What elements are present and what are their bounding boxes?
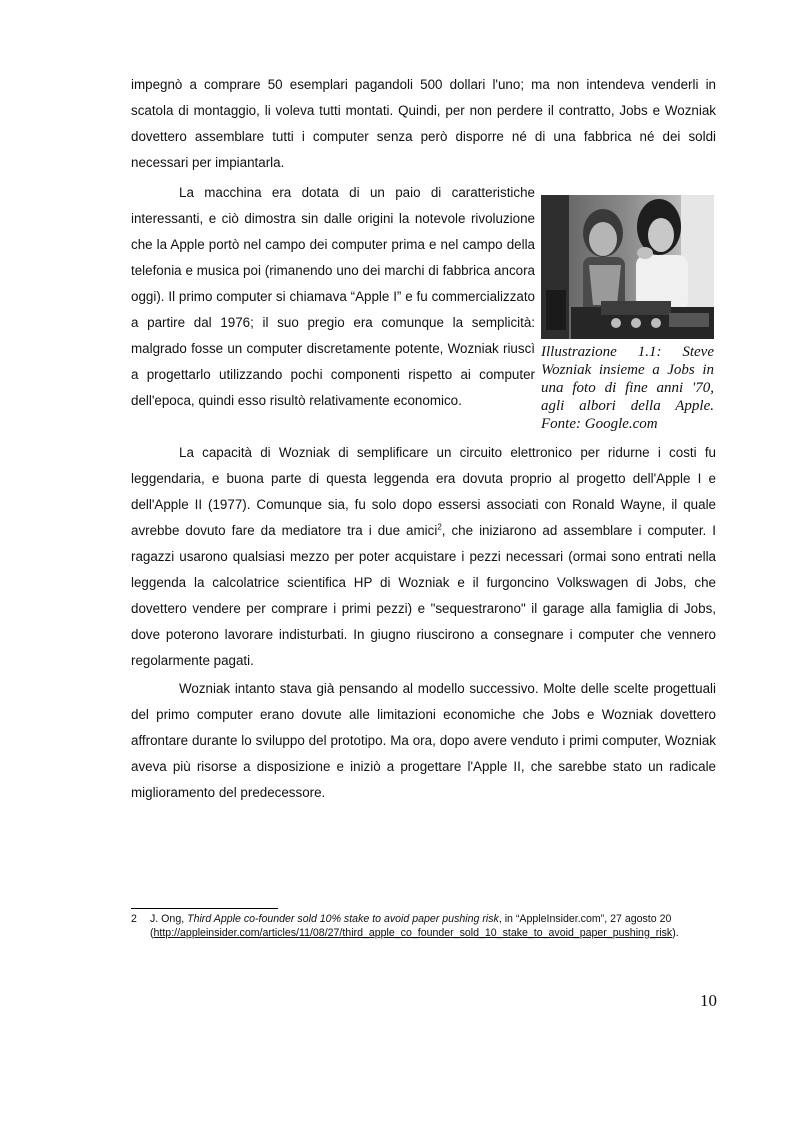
footnote-author: J. Ong, <box>150 913 188 925</box>
footnote-title: Third Apple co-founder sold 10% stake to avoid paper pushing risk <box>187 913 499 925</box>
footnote-paren-open: ( <box>150 926 154 939</box>
footnote-url-link[interactable]: http://appleinsider.com/articles/11/08/27/third_apple_co_founder_sold_10_stake_to_avoid_paper_pushing_risk <box>153 926 673 939</box>
paragraph-4: Wozniak intanto stava già pensando al modello successivo. Molte delle scelte progettuali del primo computer erano dovute alle limitazioni economiche che Jobs e Wozniak dovettero affrontare durante lo sviluppo del prototipo. Ma ora, dopo avere venduto i primi computer, Wozniak aveva più risorse a disposizione e iniziò a progettare l'Apple II, che sarebbe stato un radicale miglioramento del predecessore. <box>131 681 716 800</box>
footnote-source: , in “AppleInsider.com”, 27 agosto 20 <box>498 913 672 925</box>
footnote-body <box>150 913 717 940</box>
paragraph-1: impegnò a comprare 50 esemplari pagandoli 500 dollari l'uno; ma non intendeva venderli in scatola di montaggio, li voleva tutti montati. Quindi, per non perdere il contratto, Jobs e Wozniak dovettero assemblare tutti i computer senza però disporre né di una fabbrica né dei soldi necessari per impiantarla. <box>131 77 716 170</box>
footnote-2 <box>131 913 717 940</box>
footnote-paren-close: ). <box>672 926 679 939</box>
figure-illustration-1-1 <box>541 195 714 433</box>
footnote-ref-2[interactable]: 2 <box>437 522 442 532</box>
paragraph-2: La macchina era dotata di un paio di caratteristiche interessanti, e ciò dimostra sin dalle origini la notevole rivoluzione che la Apple portò nel campo dei computer prima e nel campo della telefonia e musica poi (rimanendo uno dei marchi di fabbrica ancora oggi). Il primo computer si chiamava “Apple I” e fu commercializzato a partire dal 1976; il suo pregio era comunque la semplicità: malgrado fosse un computer discretamente potente, Wozniak riuscì a progettarlo utilizzando pochi componenti rispetto ai computer dell'epoca, quindi esso risultò relativamente economico. <box>131 185 535 408</box>
photo-wozniak-jobs <box>541 195 714 339</box>
footnote-number: 2 <box>131 913 137 925</box>
paragraph-3-text-before: La capacità di Wozniak di semplificare un circuito elettronico per ridurne i costi fu leggendaria, e buona parte di questa leggenda era dovuta proprio al progetto dell'Apple I e dell'Apple II (1977). Comunque sia, fu solo dopo essersi associati con Ronald Wayne, il quale avrebbe dovuto fare da mediatore tra i due amici <box>131 445 716 538</box>
page-number: 10 <box>700 991 717 1010</box>
figure-caption: Illustrazione 1.1: Steve Wozniak insieme a Jobs in una foto di fine anni '70, agli albori della Apple. Fonte: Google.com <box>541 344 714 432</box>
paragraph-3 <box>131 440 716 674</box>
footnote-separator <box>131 908 278 909</box>
paragraph-3-text-after: , che iniziarono ad assemblare i computer. I ragazzi usarono qualsiasi mezzo per poter acquistare i pezzi necessari (ormai sono entrati nella leggenda la calcolatrice scientifica HP di Wozniak e il furgoncino Volkswagen di Jobs, che dovettero vendere per comprare i primi pezzi) e "sequestrarono" il garage alla famiglia di Jobs, dove poterono lavorare indisturbati. In giugno riuscirono a consegnare i computer che vennero regolarmente pagati. <box>131 523 716 668</box>
